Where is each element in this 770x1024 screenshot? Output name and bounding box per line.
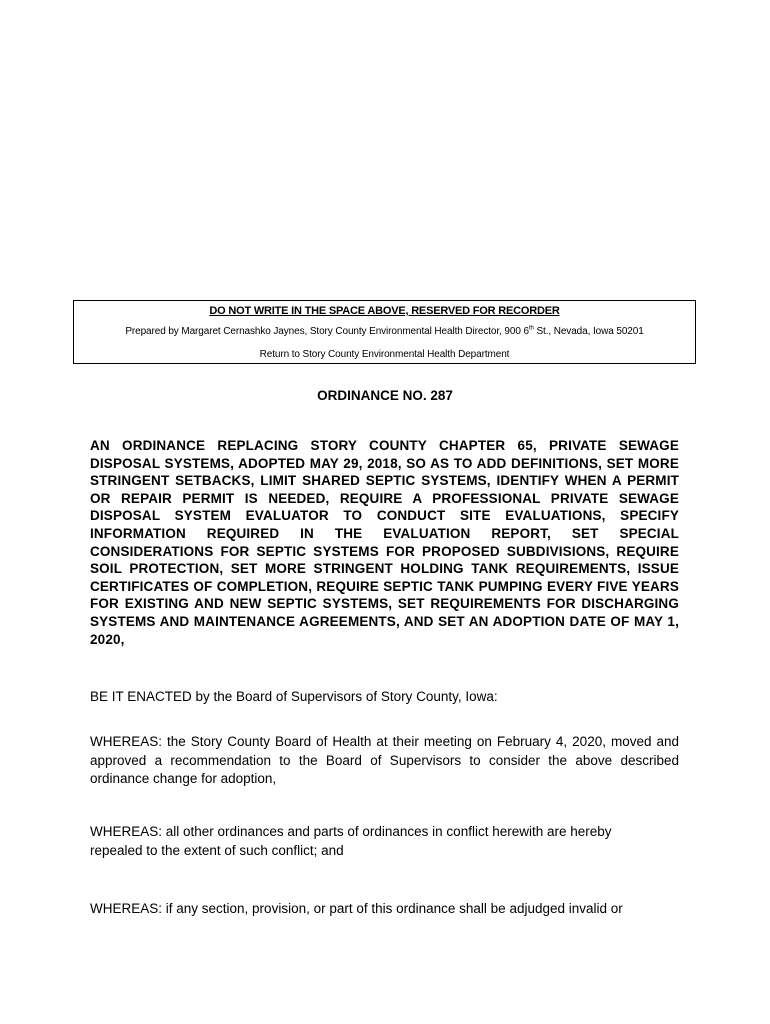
recorder-heading: DO NOT WRITE IN THE SPACE ABOVE, RESERVED FOR RECORDER: [209, 305, 560, 317]
whereas-paragraph-1: WHEREAS: the Story County Board of Health at their meeting on February 4, 2020, moved and approved a recommendation to the Board of Supervisors to consider the above described ordinance change for adoption,: [90, 734, 679, 786]
prepared-by-text: Prepared by Margaret Cernashko Jaynes, Story County Environmental Health Director, 900 6: [125, 326, 529, 337]
whereas-paragraph-2: WHEREAS: all other ordinances and parts of ordinances in conflict herewith are hereby repealed to the extent of such conflict; and: [90, 824, 612, 858]
enacting-clause: BE IT ENACTED by the Board of Supervisors of Story County, Iowa:: [90, 689, 498, 704]
prepared-by-line: [74, 326, 695, 337]
return-to-line: Return to Story County Environmental Health Department: [259, 349, 510, 360]
ordinal-suffix: th: [528, 325, 534, 332]
prepared-by-address: St., Nevada, Iowa 50201: [533, 326, 644, 337]
recorder-box: [73, 300, 696, 364]
ordinance-number: ORDINANCE NO. 287: [317, 388, 453, 403]
whereas-paragraph-3: WHEREAS: if any section, provision, or part of this ordinance shall be adjudged invalid or: [90, 901, 623, 916]
ordinance-title: AN ORDINANCE REPLACING STORY COUNTY CHAPTER 65, PRIVATE SEWAGE DISPOSAL SYSTEMS, ADOPTED MAY 29, 2018, SO AS TO ADD DEFINITIONS, SET MORE STRINGENT SETBACKS, LIMIT SHARED SEPTIC SYSTEMS, IDENTIFY WHEN A PERMIT OR REPAIR PERMIT IS NEEDED, REQUIRE A PROFESSIONAL PRIVATE SEWAGE DISPOSAL SYSTEM EVALUATOR TO CONDUCT SITE EVALUATIONS, SPECIFY INFORMATION REQUIRED IN THE EVALUATION REPORT, SET SPECIAL CONSIDERATIONS FOR SEPTIC SYSTEMS FOR PROPOSED SUBDIVISIONS, REQUIRE SOIL PROTECTION, SET MORE STRINGENT HOLDING TANK REQUIREMENTS, ISSUE CERTIFICATES OF COMPLETION, REQUIRE SEPTIC TANK PUMPING EVERY FIVE YEARS FOR EXISTING AND NEW SEPTIC SYSTEMS, SET REQUIREMENTS FOR DISCHARGING SYSTEMS AND MAINTENANCE AGREEMENTS, AND SET AN ADOPTION DATE OF MAY 1, 2020,: [90, 438, 679, 647]
